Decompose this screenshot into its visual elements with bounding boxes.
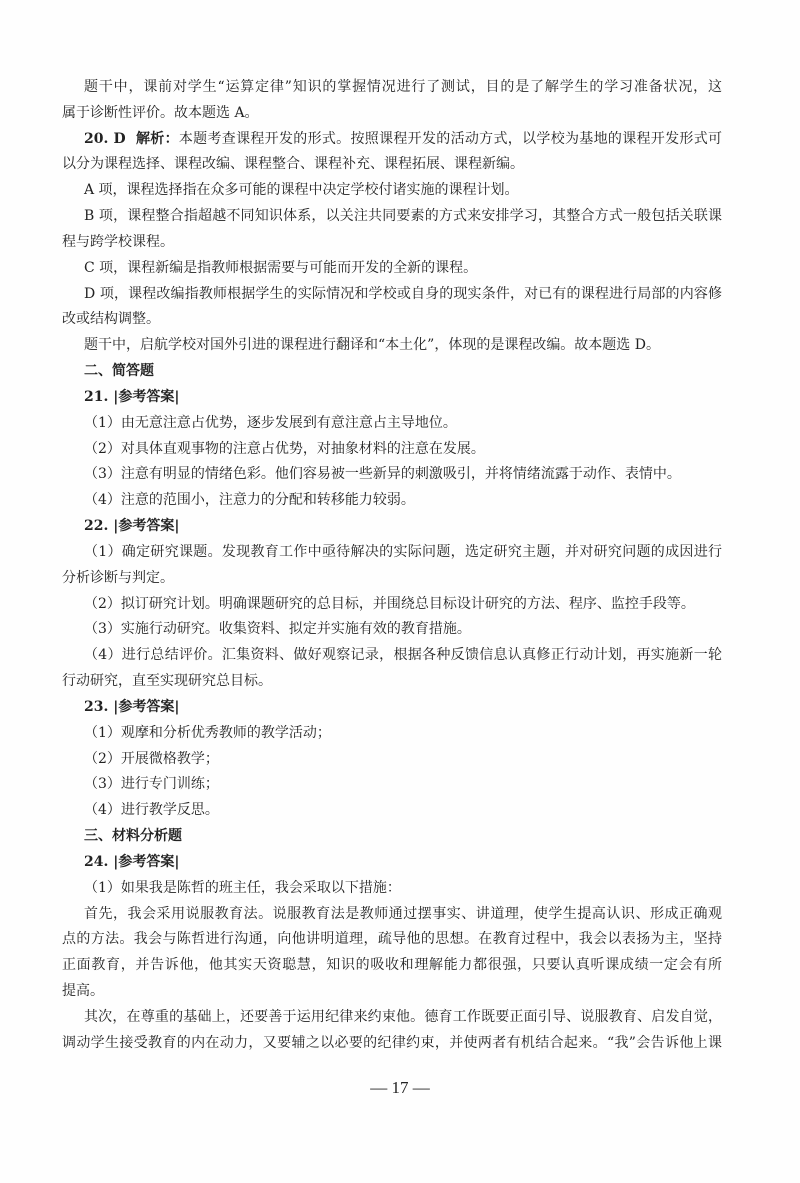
q20-analysis-line xyxy=(62,127,722,153)
q23-point: （3）进行专门训练； xyxy=(84,776,219,793)
q24-first-measure: 提高。 xyxy=(62,982,104,999)
q22-point-2: （2）拟订研究计划。明确课题研究的总目标，并围绕总目标设计研究的方法、程序、监控手段等。 xyxy=(84,595,695,612)
q21-point: （3）注意有明显的情绪色彩。他们容易被一些新异的刺激吸引，并将情绪流露于动作、表情中。 xyxy=(84,466,681,483)
q24-second-measure: 调动学生接受教育的内在动力，又要辅之以必要的纪律约束，并使两者有机结合起来。“我”会告诉他上课 xyxy=(62,1034,722,1051)
q20-option-b: B 项，课程整合指超越不同知识体系，以关注共同要素的方式来安排学习，其整合方式一般包括关联课 xyxy=(84,208,722,225)
q22-point-1: （1）确定研究课题。发现教育工作中亟待解决的实际问题，选定研究主题，并对研究问题的成因进行 xyxy=(84,543,722,560)
q20-option-b: 程与跨学校课程。 xyxy=(62,233,174,250)
q24-first-measure: 正面教育，并告诉他，他其实天资聪慧，知识的吸收和理解能力都很强，只要认真听课成绩一定会有所 xyxy=(62,957,722,974)
q24-intro: （1）如果我是陈哲的班主任，我会采取以下措施： xyxy=(84,879,401,896)
q22-point-3: （3）实施行动研究。收集资料、拟定并实施有效的教育措施。 xyxy=(84,621,471,638)
q23-heading: 23. |参考答案| xyxy=(84,698,180,715)
q21-point: （2）对具体直观事物的注意占优势，对抽象材料的注意在发展。 xyxy=(84,440,485,457)
q24-heading: 24. |参考答案| xyxy=(84,853,180,870)
page-number: — 17 — xyxy=(370,1078,430,1097)
section-heading-short-answer: 二、简答题 xyxy=(84,363,154,380)
q20-analysis-label: 解析： xyxy=(135,130,179,147)
q24-first-measure: 点的方法。我会与陈哲进行沟通，向他讲明道理，疏导他的思想。在教育过程中，我会以表扬为主，坚持 xyxy=(62,931,722,948)
q23-point: （4）进行教学反思。 xyxy=(84,802,219,819)
q19-conclusion-line: 题干中，课前对学生“运算定律”知识的掌握情况进行了测试，目的是了解学生的学习准备状况，这 xyxy=(84,79,722,95)
q20-option-d: D 项，课程改编指教师根据学生的实际情况和学校或自身的现实条件，对已有的课程进行局部的内容修 xyxy=(84,285,722,302)
q22-point-4: 行动研究，直至实现研究总目标。 xyxy=(62,673,272,690)
section-heading-material-analysis: 三、材料分析题 xyxy=(84,828,182,845)
q20-answer-number: 20. D xyxy=(84,130,126,147)
q24-first-measure: 首先，我会采用说服教育法。说服教育法是教师通过摆事实、讲道理，使学生提高认识、形成正确观 xyxy=(84,905,722,922)
q21-point: （4）注意的范围小，注意力的分配和转移能力较弱。 xyxy=(84,492,415,509)
q20-option-a: A 项，课程选择指在众多可能的课程中决定学校付诸实施的课程计划。 xyxy=(84,182,519,199)
q23-point: （2）开展微格教学； xyxy=(84,750,219,767)
page-body xyxy=(62,75,722,1056)
q20-option-d: 改或结构调整。 xyxy=(62,311,160,328)
q24-second-measure: 其次，在尊重的基础上，还要善于运用纪律来约束他。德育工作既要正面引导、说服教育、启发自觉， xyxy=(84,1008,722,1025)
q20-option-c: C 项，课程新编是指教师根据需要与可能而开发的全新的课程。 xyxy=(84,259,478,276)
q21-heading: 21. |参考答案| xyxy=(84,388,180,405)
q22-heading: 22. |参考答案| xyxy=(84,518,180,535)
q22-point-4: （4）进行总结评价。汇集资料、做好观察记录，根据各种反馈信息认真修正行动计划，再实施新一轮 xyxy=(84,647,722,664)
q20-conclusion: 题干中，启航学校对国外引进的课程进行翻译和“本土化”，体现的是课程改编。故本题选 D。 xyxy=(84,337,660,354)
q19-conclusion-line: 属于诊断性评价。故本题选 A。 xyxy=(62,104,259,121)
q23-point: （1）观摩和分析优秀教师的教学活动； xyxy=(84,724,331,741)
q21-point: （1）由无意注意占优势，逐步发展到有意注意占主导地位。 xyxy=(84,414,457,431)
q20-analysis-line: 以分为课程选择、课程改编、课程整合、课程补充、课程拓展、课程新编。 xyxy=(62,156,524,173)
q20-analysis-text: 本题考查课程开发的形式。按照课程开发的活动方式，以学校为基地的课程开发形式可 xyxy=(178,130,722,147)
q22-point-1: 分析诊断与判定。 xyxy=(62,569,174,586)
